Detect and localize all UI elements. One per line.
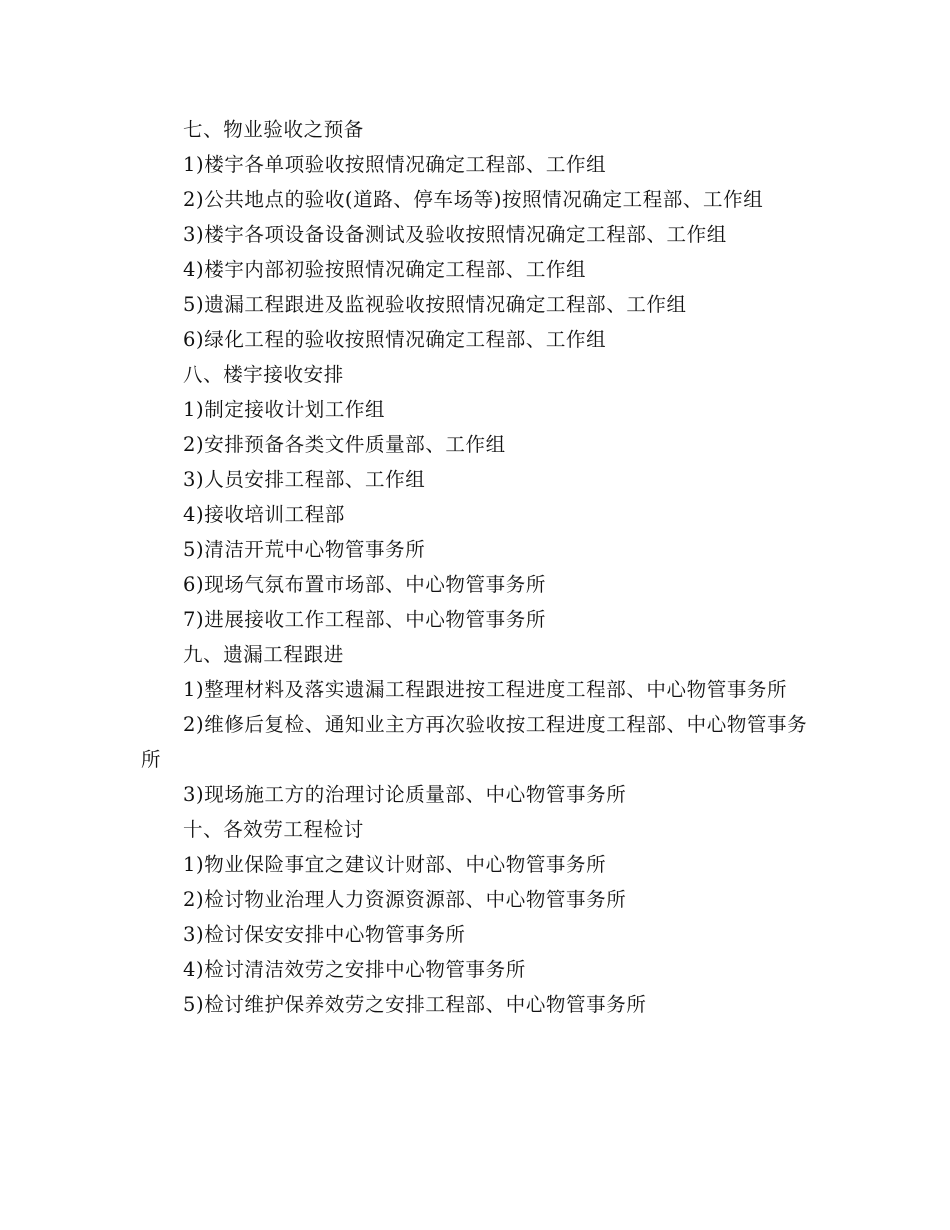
list-item: 4)接收培训工程部 [183,503,345,526]
list-item: 3)楼宇各项设备设备测试及验收按照情况确定工程部、工作组 [183,223,727,246]
list-item: 6)现场气氛布置市场部、中心物管事务所 [183,573,546,596]
list-item: 3)检讨保安安排中心物管事务所 [183,923,466,946]
list-item: 3)人员安排工程部、工作组 [183,468,426,491]
list-item: 7)进展接收工作工程部、中心物管事务所 [183,608,546,631]
list-item: 3)现场施工方的治理讨论质量部、中心物管事务所 [183,783,627,806]
list-item: 4)检讨清洁效劳之安排中心物管事务所 [183,958,526,981]
document-body [141,112,821,1022]
list-item: 1)物业保险事宜之建议计财部、中心物管事务所 [183,853,607,876]
list-item: 5)检讨维护保养效劳之安排工程部、中心物管事务所 [183,993,647,1016]
section-heading: 九、遗漏工程跟进 [183,643,344,666]
list-item: 1)整理材料及落实遗漏工程跟进按工程进度工程部、中心物管事务所 [183,678,788,701]
list-item: 2)公共地点的验收(道路、停车场等)按照情况确定工程部、工作组 [183,188,764,211]
list-item: 2)检讨物业治理人力资源资源部、中心物管事务所 [183,888,627,911]
list-item: 2)维修后复检、通知业主方再次验收按工程进度工程部、中心物管事务所 [141,713,808,771]
list-item: 1)楼宇各单项验收按照情况确定工程部、工作组 [183,153,607,176]
section-heading: 十、各效劳工程检讨 [183,818,364,841]
list-item: 1)制定接收计划工作组 [183,398,386,421]
list-item: 5)清洁开荒中心物管事务所 [183,538,426,561]
list-item: 2)安排预备各类文件质量部、工作组 [183,433,506,456]
list-item: 6)绿化工程的验收按照情况确定工程部、工作组 [183,328,607,351]
section-heading: 八、楼宇接收安排 [183,363,344,386]
section-heading: 七、物业验收之预备 [183,118,364,141]
list-item: 4)楼宇内部初验按照情况确定工程部、工作组 [183,258,587,281]
list-item: 5)遗漏工程跟进及监视验收按照情况确定工程部、工作组 [183,293,687,316]
